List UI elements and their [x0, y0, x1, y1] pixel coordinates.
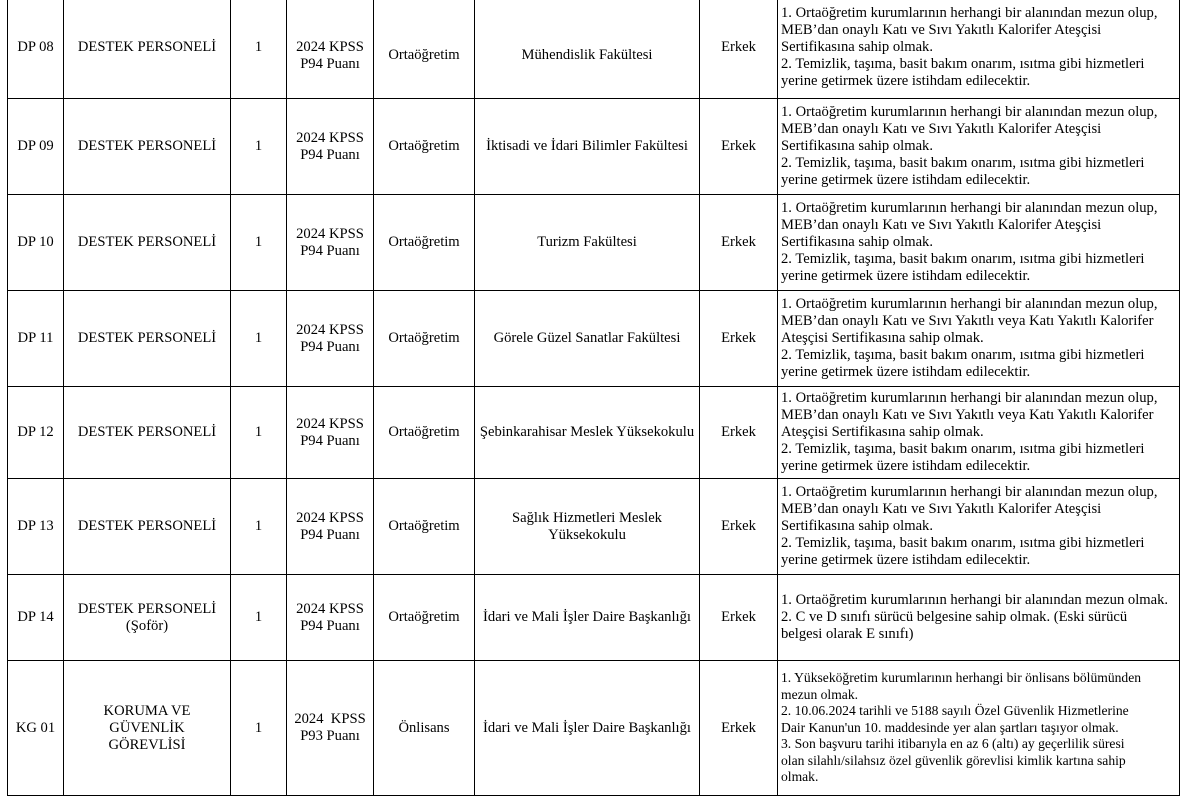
score-type: 2024 KPSS P94 Puanı	[287, 387, 374, 479]
position-title: DESTEK PERSONELİ	[64, 291, 231, 387]
position-title: DESTEK PERSONELİ	[64, 479, 231, 575]
gender: Erkek	[700, 479, 778, 575]
unit-name: Sağlık Hizmetleri Meslek Yüksekokulu	[475, 479, 700, 575]
education-level: Ortaöğretim	[374, 575, 475, 661]
table-row	[8, 575, 1180, 661]
table-row	[8, 387, 1180, 479]
requirements: 1. Ortaöğretim kurumlarının herhangi bir alanından mezun olmak. 2. C ve D sınıfı sürücü belgesine sahip olmak. (Eski sürücü belgesi olarak E sınıfı)	[778, 575, 1180, 661]
unit-name: Mühendislik Fakültesi	[475, 0, 700, 99]
table-row	[8, 195, 1180, 291]
position-count: 1	[231, 99, 287, 195]
unit-name: İktisadi ve İdari Bilimler Fakültesi	[475, 99, 700, 195]
score-type: 2024 KPSS P94 Puanı	[287, 575, 374, 661]
table-row	[8, 99, 1180, 195]
education-level: Ortaöğretim	[374, 479, 475, 575]
unit-name: Şebinkarahisar Meslek Yüksekokulu	[475, 387, 700, 479]
position-code: DP 13	[8, 479, 64, 575]
unit-name: İdari ve Mali İşler Daire Başkanlığı	[475, 575, 700, 661]
table-row	[8, 479, 1180, 575]
education-level: Ortaöğretim	[374, 387, 475, 479]
position-title: DESTEK PERSONELİ (Şoför)	[64, 575, 231, 661]
gender: Erkek	[700, 661, 778, 796]
staff-positions-table	[7, 0, 1180, 796]
position-code: KG 01	[8, 661, 64, 796]
table-row	[8, 661, 1180, 796]
position-title: KORUMA VE GÜVENLİK GÖREVLİSİ	[64, 661, 231, 796]
gender: Erkek	[700, 0, 778, 99]
education-level: Ortaöğretim	[374, 99, 475, 195]
position-count: 1	[231, 0, 287, 99]
education-level: Önlisans	[374, 661, 475, 796]
unit-name: İdari ve Mali İşler Daire Başkanlığı	[475, 661, 700, 796]
position-code: DP 10	[8, 195, 64, 291]
score-type: 2024 KPSS P94 Puanı	[287, 479, 374, 575]
unit-name: Görele Güzel Sanatlar Fakültesi	[475, 291, 700, 387]
requirements: 1. Ortaöğretim kurumlarının herhangi bir alanından mezun olup, MEB’dan onaylı Katı ve Sıvı Yakıtlı Kalorifer Ateşçisi Sertifikasına sahip olmak. 2. Temizlik, taşıma, basit bakım onarım, ısıtma gibi hizmetleri yerine getirmek üzere istihdam edilecektir.	[778, 99, 1180, 195]
table-row	[8, 0, 1180, 99]
position-count: 1	[231, 661, 287, 796]
requirements: 1. Yükseköğretim kurumlarının herhangi bir önlisans bölümünden mezun olmak. 2. 10.06.2024 tarihli ve 5188 sayılı Özel Güvenlik Hizmetlerine Dair Kanun'un 10. maddesinde yer alan şartları taşıyor olmak. 3. Son başvuru tarihi itibarıyla en az 6 (altı) ay geçerlilik süresi olan silahlı/silahsız özel güvenlik görevlisi kimlik kartına sahip olmak.	[778, 661, 1180, 796]
position-code: DP 14	[8, 575, 64, 661]
position-code: DP 11	[8, 291, 64, 387]
score-type: 2024 KPSS P94 Puanı	[287, 195, 374, 291]
position-code: DP 08	[8, 0, 64, 99]
position-count: 1	[231, 195, 287, 291]
requirements: 1. Ortaöğretim kurumlarının herhangi bir alanından mezun olup, MEB’dan onaylı Katı ve Sıvı Yakıtlı veya Katı Yakıtlı Kalorifer Ateşçisi Sertifikasına sahip olmak. 2. Temizlik, taşıma, basit bakım onarım, ısıtma gibi hizmetleri yerine getirmek üzere istihdam edilecektir.	[778, 387, 1180, 479]
requirements: 1. Ortaöğretim kurumlarının herhangi bir alanından mezun olup, MEB’dan onaylı Katı ve Sıvı Yakıtlı Kalorifer Ateşçisi Sertifikasına sahip olmak. 2. Temizlik, taşıma, basit bakım onarım, ısıtma gibi hizmetleri yerine getirmek üzere istihdam edilecektir.	[778, 195, 1180, 291]
score-type: 2024 KPSS P94 Puanı	[287, 0, 374, 99]
gender: Erkek	[700, 195, 778, 291]
requirements: 1. Ortaöğretim kurumlarının herhangi bir alanından mezun olup, MEB’dan onaylı Katı ve Sıvı Yakıtlı Kalorifer Ateşçisi Sertifikasına sahip olmak. 2. Temizlik, taşıma, basit bakım onarım, ısıtma gibi hizmetleri yerine getirmek üzere istihdam edilecektir.	[778, 479, 1180, 575]
position-title: DESTEK PERSONELİ	[64, 99, 231, 195]
requirements: 1. Ortaöğretim kurumlarının herhangi bir alanından mezun olup, MEB’dan onaylı Katı ve Sıvı Yakıtlı Kalorifer Ateşçisi Sertifikasına sahip olmak. 2. Temizlik, taşıma, basit bakım onarım, ısıtma gibi hizmetleri yerine getirmek üzere istihdam edilecektir.	[778, 0, 1180, 99]
table-row	[8, 291, 1180, 387]
position-code: DP 09	[8, 99, 64, 195]
position-count: 1	[231, 291, 287, 387]
position-count: 1	[231, 575, 287, 661]
requirements: 1. Ortaöğretim kurumlarının herhangi bir alanından mezun olup, MEB’dan onaylı Katı ve Sıvı Yakıtlı veya Katı Yakıtlı Kalorifer Ateşçisi Sertifikasına sahip olmak. 2. Temizlik, taşıma, basit bakım onarım, ısıtma gibi hizmetleri yerine getirmek üzere istihdam edilecektir.	[778, 291, 1180, 387]
position-title: DESTEK PERSONELİ	[64, 387, 231, 479]
position-title: DESTEK PERSONELİ	[64, 0, 231, 99]
position-code: DP 12	[8, 387, 64, 479]
gender: Erkek	[700, 387, 778, 479]
position-count: 1	[231, 479, 287, 575]
education-level: Ortaöğretim	[374, 291, 475, 387]
education-level: Ortaöğretim	[374, 0, 475, 99]
gender: Erkek	[700, 99, 778, 195]
position-title: DESTEK PERSONELİ	[64, 195, 231, 291]
score-type: 2024 KPSS P94 Puanı	[287, 99, 374, 195]
gender: Erkek	[700, 575, 778, 661]
score-type: 2024 KPSS P94 Puanı	[287, 291, 374, 387]
position-count: 1	[231, 387, 287, 479]
unit-name: Turizm Fakültesi	[475, 195, 700, 291]
gender: Erkek	[700, 291, 778, 387]
score-type: 2024 KPSS P93 Puanı	[287, 661, 374, 796]
education-level: Ortaöğretim	[374, 195, 475, 291]
